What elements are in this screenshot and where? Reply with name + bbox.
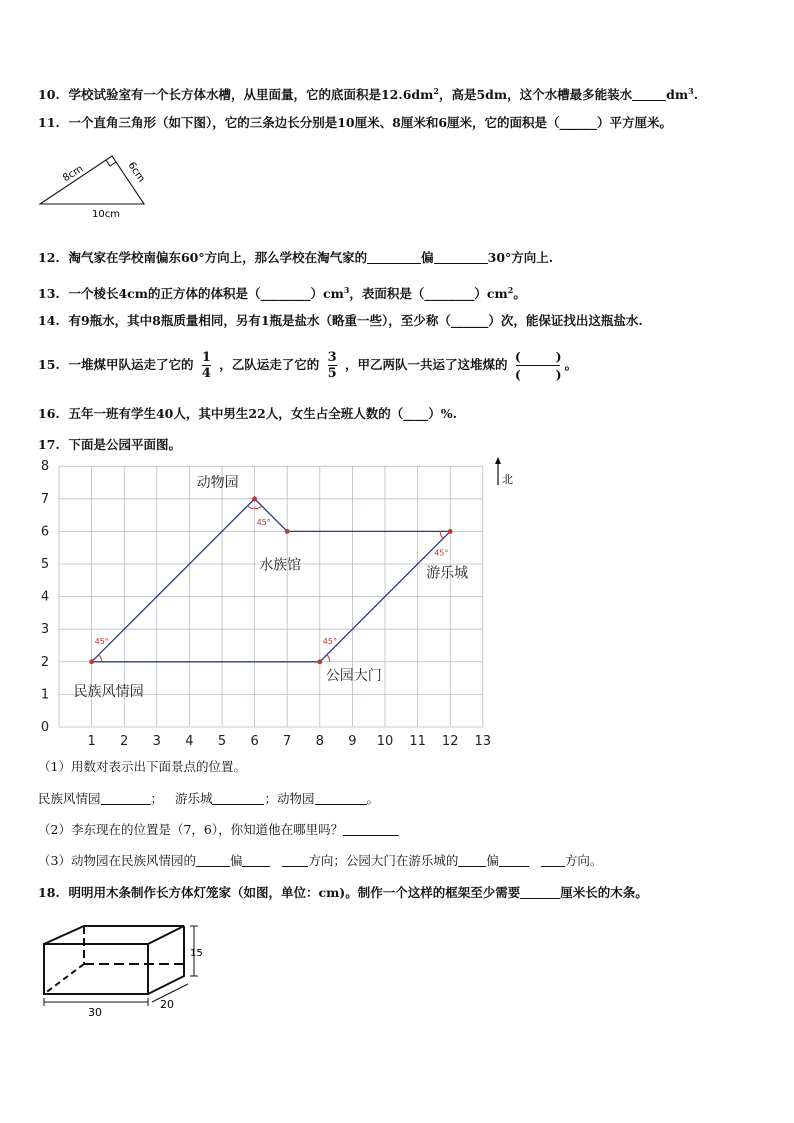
y-tick-label: 7 bbox=[40, 491, 50, 507]
q17-sub2: （2）李东现在的位置是（7，6），你知道他在哪里吗？ bbox=[38, 821, 399, 839]
y-tick-label: 4 bbox=[40, 589, 50, 605]
angle-arc bbox=[99, 655, 102, 662]
x-tick-label: 7 bbox=[283, 734, 292, 749]
point-marker bbox=[448, 529, 453, 534]
answer-blank[interactable] bbox=[343, 822, 399, 836]
question-15: 15. 一堆煤甲队运走了它的 $\frac{1}{4}$ ，乙队运走了它的 $\frac{3}{5}$ ，甲乙两队一共运了这堆煤的 ( ) ( ) 。 bbox=[38, 349, 578, 382]
y-tick-label: 8 bbox=[40, 459, 50, 475]
x-tick-label: 10 bbox=[376, 734, 394, 749]
x-tick-label: 3 bbox=[152, 734, 161, 749]
point-marker bbox=[89, 659, 94, 664]
north-label: 北 bbox=[502, 473, 513, 486]
park-map-chart bbox=[30, 455, 530, 755]
answer-blank[interactable] bbox=[632, 87, 666, 101]
point-marker bbox=[285, 529, 290, 534]
y-tick-label: 1 bbox=[40, 687, 50, 703]
question-14: 14. 有9瓶水，其中8瓶质量相同，另有1瓶是盐水（略重一些），至少称（______）次，能保证找出这瓶盐水. bbox=[38, 313, 643, 328]
x-tick-label: 5 bbox=[217, 734, 227, 749]
width-label: 20 bbox=[160, 998, 174, 1011]
answer-blank[interactable] bbox=[367, 250, 421, 264]
q17-sub1-answers: 民族风情园 ； 游乐城 ；动物园 。 bbox=[38, 791, 380, 806]
answer-blank[interactable] bbox=[541, 853, 565, 867]
x-tick-label: 2 bbox=[120, 734, 129, 749]
question-16: 16. 五年一班有学生40人，其中男生22人，女生占全班人数的（____）%. bbox=[38, 406, 457, 421]
leg-b-label: 6cm bbox=[125, 160, 147, 185]
answer-blank[interactable] bbox=[520, 885, 560, 899]
answer-blank[interactable] bbox=[212, 791, 264, 805]
answer-blank[interactable] bbox=[101, 791, 151, 805]
point-marker bbox=[252, 496, 257, 501]
question-17: 17. 下面是公园平面图。 bbox=[38, 437, 181, 452]
fraction-3-5: $\frac{3}{5}$ bbox=[327, 350, 337, 381]
y-tick-label: 0 bbox=[40, 720, 50, 735]
triangle-figure bbox=[36, 150, 156, 220]
cuboid-figure bbox=[36, 920, 216, 1020]
x-tick-label: 11 bbox=[409, 734, 426, 749]
angle-arc bbox=[327, 655, 330, 662]
x-tick-label: 8 bbox=[315, 734, 324, 749]
point-label: 动物园 bbox=[196, 474, 239, 491]
point-label: 公园大门 bbox=[325, 667, 382, 684]
x-tick-label: 9 bbox=[348, 734, 357, 749]
answer-blank[interactable] bbox=[434, 250, 488, 264]
answer-blank[interactable] bbox=[315, 791, 367, 805]
point-label: 民族风情园 bbox=[73, 683, 144, 700]
answer-fraction[interactable]: ( ) ( ) bbox=[514, 349, 562, 382]
q17-sub1: （1）用数对表示出下面景点的位置。 bbox=[38, 759, 246, 774]
x-tick-label: 6 bbox=[250, 734, 259, 749]
x-tick-label: 13 bbox=[474, 734, 492, 749]
answer-blank[interactable] bbox=[196, 853, 230, 867]
answer-blank[interactable] bbox=[458, 853, 486, 867]
y-tick-label: 5 bbox=[40, 557, 50, 572]
angle-label: 45° bbox=[94, 636, 109, 646]
y-tick-label: 3 bbox=[40, 622, 50, 638]
y-tick-label: 6 bbox=[40, 524, 50, 540]
leg-a-label: 8cm bbox=[61, 163, 86, 185]
q17-sub3: （3）动物园在民族风情园的 偏 方向；公园大门在游乐城的 偏 方向。 bbox=[38, 853, 603, 868]
x-tick-label: 4 bbox=[185, 734, 194, 749]
route-path bbox=[92, 499, 451, 662]
y-tick-label: 2 bbox=[40, 654, 50, 670]
point-label: 水族馆 bbox=[259, 557, 302, 574]
height-label: 15 bbox=[190, 948, 203, 959]
question-12: 12. 淘气家在学校南偏东60°方向上，那么学校在淘气家的 偏 30°方向上. bbox=[38, 250, 554, 265]
north-arrow bbox=[495, 457, 513, 486]
answer-blank[interactable] bbox=[242, 853, 270, 867]
angle-label: 45° bbox=[256, 517, 271, 527]
answer-blank[interactable] bbox=[282, 853, 308, 867]
angle-label: 45° bbox=[434, 548, 449, 558]
question-11: 11. 一个直角三角形（如下图），它的三条边长分别是10厘米、8厘米和6厘米，它的面积是（______）平方厘米。 bbox=[38, 115, 673, 130]
x-tick-label: 1 bbox=[87, 734, 96, 749]
point-marker bbox=[317, 659, 322, 664]
x-tick-label: 12 bbox=[441, 734, 459, 749]
question-10: 10. 学校试验室有一个长方体水槽，从里面量，它的底面积是$12.6dm^2$，高是5dm，这个水槽最多能装水 $dm^3$. bbox=[38, 86, 699, 103]
point-label: 游乐城 bbox=[426, 565, 469, 582]
answer-blank[interactable] bbox=[499, 853, 529, 867]
fraction-1-4: $\frac{1}{4}$ bbox=[201, 350, 211, 381]
length-label: 30 bbox=[88, 1006, 102, 1019]
question-18: 18. 明明用木条制作长方体灯笼家（如图，单位：cm)。制作一个这样的框架至少需要 厘米长的木条。 bbox=[38, 885, 648, 900]
question-13: 13. 一个棱长4cm的正方体的体积是$(\_\_\_\_\_\_\_\_)cm^3$，表面积是$(\_\_\_\_\_\_\_\_)cm^2$。 bbox=[38, 285, 526, 302]
hyp-label: 10cm bbox=[92, 209, 120, 220]
angle-arc bbox=[440, 531, 443, 538]
angle-label: 45° bbox=[322, 636, 337, 646]
